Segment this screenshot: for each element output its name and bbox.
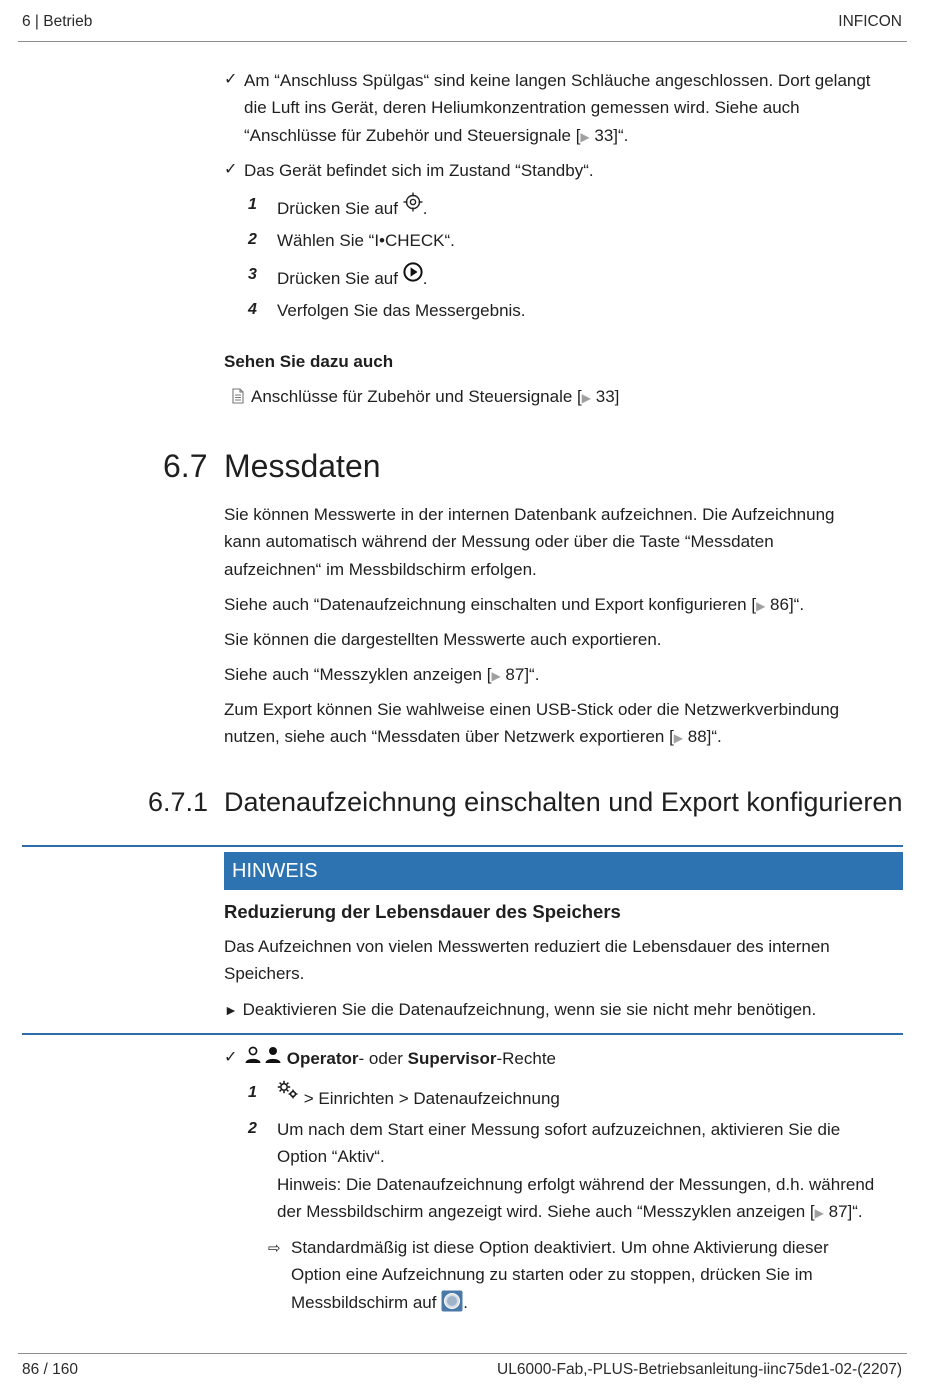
link-arrow-icon: ▶ bbox=[756, 599, 766, 613]
link-text[interactable]: “Anschlüsse für Zubehör und Steuersignale [ bbox=[244, 126, 581, 145]
link-arrow-icon: ▶ bbox=[814, 1206, 824, 1220]
notice-line: Das Aufzeichnen von vielen Messwerten reduziert die Lebensdauer des internen bbox=[224, 937, 830, 956]
step-end: . bbox=[422, 269, 428, 288]
step-number: 2 bbox=[248, 1120, 257, 1137]
result-line: Option eine Aufzeichnung zu starten oder zu stoppen, drücken Sie im bbox=[291, 1265, 813, 1284]
header-divider bbox=[18, 41, 907, 42]
section-paragraph bbox=[224, 626, 909, 654]
section-paragraph bbox=[224, 591, 909, 619]
subsection-number: 6.7.1 bbox=[148, 787, 209, 817]
paragraph-line: Zum Export können Sie wahlweise einen USB-Stick oder die Netzwerkverbindung bbox=[224, 700, 840, 719]
record-button-icon bbox=[441, 1290, 463, 1312]
rights-operator: Operator bbox=[286, 1049, 359, 1068]
link-page[interactable]: 33]“. bbox=[594, 126, 629, 145]
link-arrow-icon: ▶ bbox=[491, 669, 501, 683]
see-also-link-text[interactable]: Anschlüsse für Zubehör und Steuersignale [ bbox=[251, 387, 582, 406]
header-chapter: 6 | Betrieb bbox=[22, 13, 93, 30]
step-item bbox=[224, 227, 909, 255]
link-page[interactable]: 88]“. bbox=[687, 727, 722, 746]
notice-top-rule bbox=[22, 845, 903, 847]
result-line: Standardmäßig ist diese Option deaktiviert. Um ohne Aktivierung dieser bbox=[291, 1238, 829, 1257]
step-number: 1 bbox=[248, 196, 257, 213]
prereq-1-line-3 bbox=[244, 122, 628, 151]
notice-bottom-rule bbox=[22, 1033, 903, 1035]
link-page[interactable]: 86]“. bbox=[770, 595, 805, 614]
step-text: Wählen Sie “I•CHECK“. bbox=[277, 231, 455, 250]
step-line: Option “Aktiv“. bbox=[277, 1147, 385, 1166]
step-item bbox=[224, 1080, 909, 1108]
paragraph-line: aufzeichnen“ im Messbildschirm erfolgen. bbox=[224, 560, 537, 579]
notice-title: Reduzierung der Lebensdauer des Speichers bbox=[224, 901, 621, 922]
step-number: 1 bbox=[248, 1084, 257, 1101]
link-text[interactable]: Siehe auch “Datenaufzeichnung einschalten und Export konfigurieren [ bbox=[224, 595, 757, 614]
step-text: Verfolgen Sie das Messergebnis. bbox=[277, 301, 526, 320]
step-text: Drücken Sie auf bbox=[277, 269, 398, 288]
step-number: 4 bbox=[248, 301, 257, 318]
result-end: . bbox=[463, 1293, 468, 1312]
step-number: 3 bbox=[248, 266, 257, 283]
result-arrow-icon: ⇨ bbox=[268, 1239, 281, 1257]
prereq-2-text: Das Gerät befindet sich im Zustand “Standby“. bbox=[244, 161, 594, 180]
see-also-link-page[interactable]: 33] bbox=[595, 387, 620, 406]
notice-label: HINWEIS bbox=[224, 852, 903, 890]
step-text: > Einrichten > Datenaufzeichnung bbox=[303, 1089, 560, 1108]
notice-text bbox=[224, 933, 909, 989]
section-paragraph bbox=[224, 501, 909, 585]
link-text[interactable]: der Messbildschirm angezeigt wird. Siehe auch “Messzyklen anzeigen [ bbox=[277, 1202, 815, 1221]
check-icon: ✓ bbox=[224, 159, 238, 178]
paragraph-line: Sie können die dargestellten Messwerte auch exportieren. bbox=[224, 630, 662, 649]
footer-divider bbox=[18, 1353, 907, 1354]
result-line: Messbildschirm auf bbox=[291, 1293, 437, 1312]
link-text[interactable]: nutzen, siehe auch “Messdaten über Netzwerk exportieren [ bbox=[224, 727, 674, 746]
link-page[interactable]: 87]“. bbox=[505, 665, 540, 684]
prereq-1-line-2: die Luft ins Gerät, deren Heliumkonzentration gemessen wird. Siehe auch bbox=[244, 98, 800, 117]
link-arrow-icon: ▶ bbox=[673, 731, 684, 745]
rights-requirement bbox=[224, 1045, 909, 1073]
prereq-item-2 bbox=[224, 157, 909, 185]
link-arrow-icon: ▶ bbox=[581, 391, 591, 405]
step-item bbox=[224, 262, 909, 290]
prereq-1-line-1: Am “Anschluss Spülgas“ sind keine langen Schläuche angeschlossen. Dort gelangt bbox=[244, 71, 871, 90]
rights-supervisor: Supervisor bbox=[407, 1049, 497, 1068]
subsection-title: Datenaufzeichnung einschalten und Export konfigurieren bbox=[224, 787, 903, 817]
paragraph-line: Sie können Messwerte in der internen Datenbank aufzeichnen. Die Aufzeichnung bbox=[224, 505, 835, 524]
prereq-item-1 bbox=[224, 67, 909, 151]
action-marker-icon: ► bbox=[224, 1002, 238, 1018]
check-icon: ✓ bbox=[224, 1047, 238, 1066]
section-title: Messdaten bbox=[224, 448, 381, 484]
step-end: . bbox=[422, 199, 428, 218]
link-arrow-icon: ▶ bbox=[580, 130, 590, 144]
rights-suffix: -Rechte bbox=[496, 1049, 557, 1068]
rights-middle: - oder bbox=[358, 1049, 408, 1068]
notice-action-text: Deaktivieren Sie die Datenaufzeichnung, wenn sie sie nicht mehr benötigen. bbox=[242, 1000, 817, 1019]
page-number: 86 / 160 bbox=[22, 1361, 79, 1378]
see-also-link[interactable] bbox=[231, 383, 619, 412]
operator-user-icon bbox=[244, 1046, 262, 1064]
play-circle-icon bbox=[403, 262, 423, 282]
section-paragraph bbox=[224, 661, 909, 689]
target-icon bbox=[403, 192, 423, 212]
step-result bbox=[224, 1234, 909, 1318]
step-line: Hinweis: Die Datenaufzeichnung erfolgt während der Messungen, d.h. während bbox=[277, 1175, 875, 1194]
step-line: Um nach dem Start einer Messung sofort aufzuzeichnen, aktivieren Sie die bbox=[277, 1120, 841, 1139]
section-paragraph bbox=[224, 696, 909, 752]
section-number: 6.7 bbox=[163, 448, 208, 484]
check-icon: ✓ bbox=[224, 69, 238, 88]
step-item bbox=[224, 192, 909, 220]
notice-action bbox=[224, 996, 909, 1024]
notice-line: Speichers. bbox=[224, 964, 305, 983]
header-brand: INFICON bbox=[838, 13, 902, 30]
document-icon bbox=[231, 388, 245, 404]
link-text[interactable]: Siehe auch “Messzyklen anzeigen [ bbox=[224, 665, 492, 684]
step-text: Drücken Sie auf bbox=[277, 199, 398, 218]
gear-icon bbox=[277, 1080, 299, 1100]
supervisor-user-icon bbox=[264, 1046, 282, 1064]
step-number: 2 bbox=[248, 231, 257, 248]
paragraph-line: kann automatisch während der Messung oder über die Taste “Messdaten bbox=[224, 532, 774, 551]
step-item bbox=[224, 1116, 909, 1228]
link-page[interactable]: 87]“. bbox=[828, 1202, 863, 1221]
step-item bbox=[224, 297, 909, 325]
see-also-heading: Sehen Sie dazu auch bbox=[224, 352, 394, 371]
document-id: UL6000-Fab,-PLUS-Betriebsanleitung-iinc75de1-02-(2207) bbox=[497, 1361, 902, 1378]
